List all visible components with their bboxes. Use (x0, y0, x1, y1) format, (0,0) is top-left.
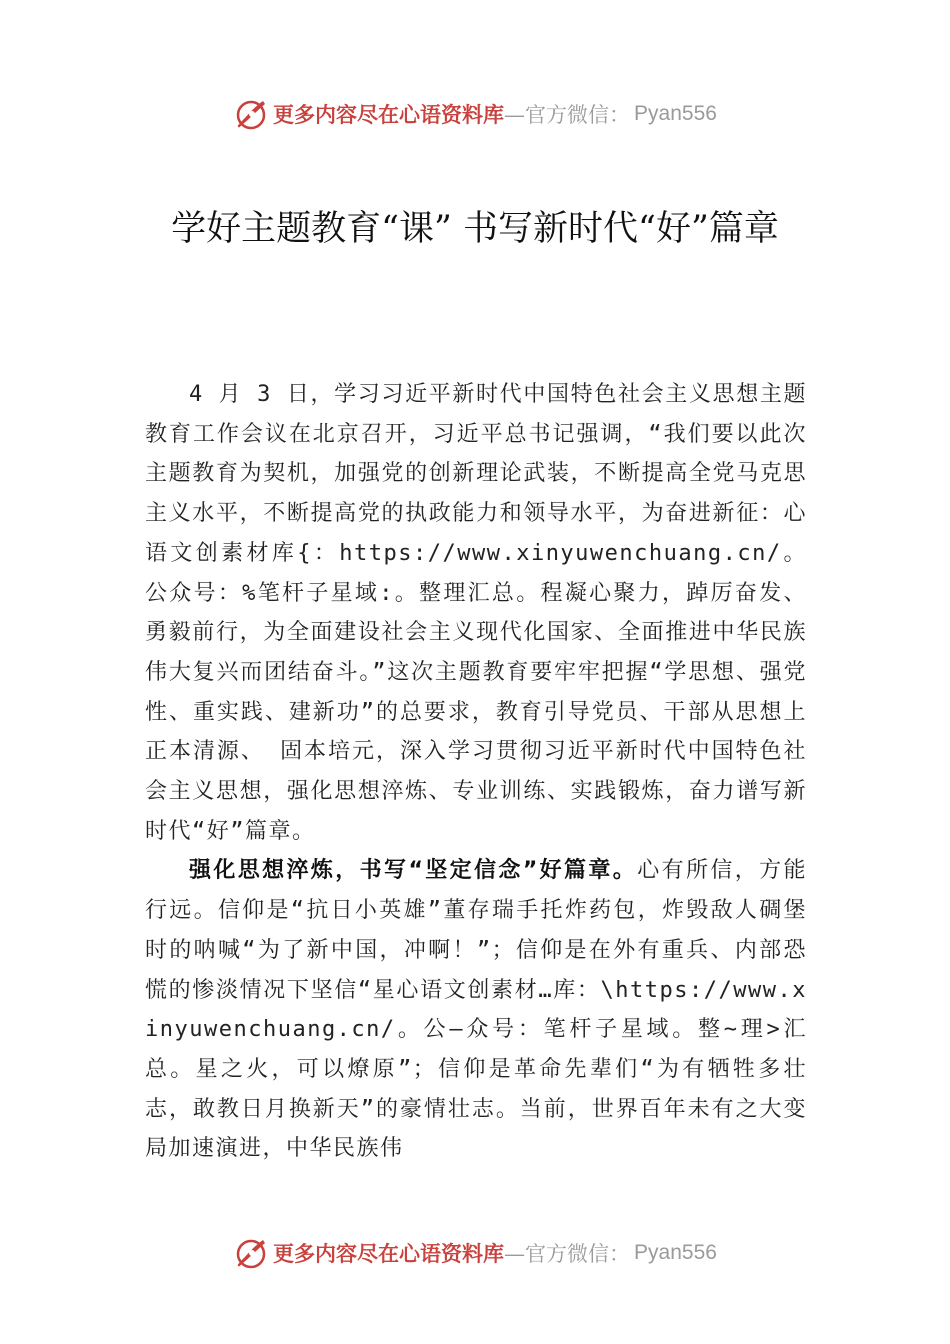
banner-red-text: 更多内容尽在心语资料库 (273, 102, 505, 127)
paragraph-2-text: 心有所信，方能行远。信仰是“抗日小英雄”董存瑞手托炸药包，炸毁敌人碉堡时的呐喊“为了新中国，冲啊！”；信仰是在外有重兵、内部恐慌的惨淡情况下坚信“星心语文创素材…库：\https://www.xinyuwenchuang.cn/。公—众号：笔杆子星域。整~理>汇总。星之火，可以燎原”；信仰是革命先辈们“为有牺牲多壮志，敢教日月换新天”的豪情壮志。当前，世界百年未有之大变局加速演进，中华民族伟 (145, 858, 807, 1162)
pen-nib-logo-icon (233, 96, 269, 132)
footer-banner (0, 1233, 950, 1273)
header-banner (0, 94, 950, 134)
document-body (145, 375, 807, 1169)
banner-gray-text: —官方微信： (504, 1242, 631, 1266)
paragraph-2 (145, 851, 807, 1169)
banner-gray-text: —官方微信： (504, 103, 631, 127)
pen-nib-logo-icon (233, 1235, 269, 1271)
document-title: 学好主题教育“课” 书写新时代“好”篇章 (171, 209, 779, 249)
paragraph-2-heading: 强化思想淬炼，书写“坚定信念”好篇章。 (189, 858, 638, 884)
banner-wechat-id: Pyan556 (634, 1241, 717, 1264)
paragraph-1: 4 月 3 日，学习习近平新时代中国特色社会主义思想主题教育工作会议在北京召开，习近平总书记强调，“我们要以此次主题教育为契机，加强党的创新理论武装，不断提高全党马克思主义水平，不断提高党的执政能力和领导水平，为奋进新征：心语文创素材库{：https://www.xinyuwenchuang.cn/。公众号：%笔杆子星域:。整理汇总。程凝心聚力，踔厉奋发、勇毅前行，为全面建设社会主义现代化国家、全面推进中华民族伟大复兴而团结奋斗。”这次主题教育要牢牢把握“学思想、强党性、重实践、建新功”的总要求，教育引导党员、干部从思想上正本清源、 固本培元，深入学习贯彻习近平新时代中国特色社会主义思想，强化思想淬炼、专业训练、实践锻炼，奋力谱写新时代“好”篇章。 (145, 382, 807, 844)
banner-red-text: 更多内容尽在心语资料库 (273, 1241, 505, 1266)
banner-wechat-id: Pyan556 (634, 102, 717, 125)
